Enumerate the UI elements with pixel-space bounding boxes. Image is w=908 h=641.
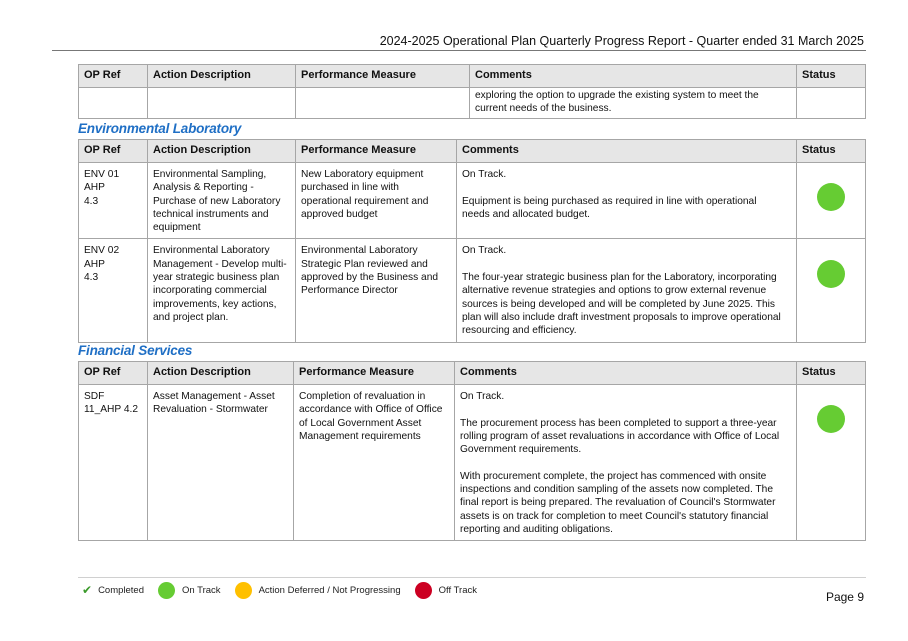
op-ref-cell: ENV 01 AHP 4.3: [79, 163, 148, 239]
col-op-ref: OP Ref: [79, 140, 148, 163]
col-performance-measure: Performance Measure: [294, 362, 455, 385]
col-comments: Comments: [457, 140, 797, 163]
legend-completed-label: Completed: [98, 584, 145, 596]
comments-cell: On Track. The four-year strategic business plan for the Laboratory, incorporating alternative revenue strategies and options to grow external revenue sources is being developed and will be completed by June 2025. This plan will also include draft investment proposals to improve operational resourcing and efficiency.: [457, 239, 797, 342]
action-cell: Asset Management - Asset Revaluation - Stormwater: [148, 385, 294, 541]
page-number: Page 9: [825, 590, 864, 604]
footer-divider: [78, 577, 866, 578]
action-cell: [148, 88, 296, 119]
amber-dot-icon: [235, 582, 252, 599]
col-comments: Comments: [470, 65, 797, 88]
col-action-description: Action Description: [148, 362, 294, 385]
op-ref-cell: ENV 02 AHP 4.3: [79, 239, 148, 342]
legend-off-track: [415, 582, 477, 599]
col-status: Status: [797, 140, 866, 163]
op-ref-cell: SDF 11_AHP 4.2: [79, 385, 148, 541]
action-cell: Environmental Sampling, Analysis & Reporting - Purchase of new Laboratory technical instruments and equipment: [148, 163, 296, 239]
status-legend: [82, 579, 491, 601]
col-performance-measure: Performance Measure: [296, 65, 470, 88]
legend-off-track-label: Off Track: [438, 584, 477, 596]
header-divider: [52, 50, 866, 51]
op-ref-cell: [79, 88, 148, 119]
table-row: [79, 88, 866, 119]
table-row: [79, 385, 866, 541]
measure-cell: Environmental Laboratory Strategic Plan reviewed and approved by the Business and Performance Director: [296, 239, 457, 342]
section-title-environmental-laboratory: Environmental Laboratory: [78, 121, 242, 136]
status-cell: [797, 385, 866, 541]
section-title-financial-services: Financial Services: [78, 343, 193, 358]
col-op-ref: OP Ref: [79, 65, 148, 88]
table-header-row: [79, 65, 866, 88]
col-comments: Comments: [455, 362, 797, 385]
legend-deferred-label: Action Deferred / Not Progressing: [258, 584, 401, 596]
status-cell: [797, 239, 866, 342]
red-dot-icon: [415, 582, 432, 599]
legend-deferred: [235, 582, 401, 599]
col-status: Status: [797, 362, 866, 385]
checkmark-icon: ✔: [82, 583, 93, 597]
col-op-ref: OP Ref: [79, 362, 148, 385]
financial-services-table: [78, 361, 866, 541]
col-action-description: Action Description: [148, 65, 296, 88]
col-status: Status: [797, 65, 866, 88]
status-cell: [797, 88, 866, 119]
action-cell: Environmental Laboratory Management - Develop multi- year strategic business plan incorporating commercial improvements, key actions, and project plan.: [148, 239, 296, 342]
col-performance-measure: Performance Measure: [296, 140, 457, 163]
legend-on-track-label: On Track: [182, 584, 221, 596]
on-track-status-dot: [817, 405, 845, 433]
measure-cell: [296, 88, 470, 119]
measure-cell: New Laboratory equipment purchased in line with operational requirement and approved budget: [296, 163, 457, 239]
table-row: [79, 163, 866, 239]
comments-cell: On Track. The procurement process has been completed to support a three-year rolling program of asset revaluations in accordance with Office of Local Government requirements. With procurement complete, the project has commenced with onsite inspections and condition sampling of the assets now completed. The final report is being prepared. The revaluation of Council's Stormwater assets is on track for completion to meet Council's statutory financial reporting and auditing obligations.: [455, 385, 797, 541]
table-header-row: [79, 362, 866, 385]
table-header-row: [79, 140, 866, 163]
continued-table: [78, 64, 866, 119]
measure-cell: Completion of revaluation in accordance with Office of Office of Local Government Asset Management requirements: [294, 385, 455, 541]
green-dot-icon: [158, 582, 175, 599]
comments-cell: exploring the option to upgrade the existing system to meet the current needs of the business.: [470, 88, 797, 119]
on-track-status-dot: [817, 183, 845, 211]
table-row: [79, 239, 866, 342]
col-action-description: Action Description: [148, 140, 296, 163]
comments-cell: On Track. Equipment is being purchased as required in line with operational needs and allocated budget.: [457, 163, 797, 239]
legend-completed: [82, 583, 144, 597]
on-track-status-dot: [817, 260, 845, 288]
legend-on-track: [158, 582, 221, 599]
status-cell: [797, 163, 866, 239]
report-title: 2024-2025 Operational Plan Quarterly Progress Report - Quarter ended 31 March 2025: [379, 34, 864, 48]
environmental-laboratory-table: [78, 139, 866, 343]
